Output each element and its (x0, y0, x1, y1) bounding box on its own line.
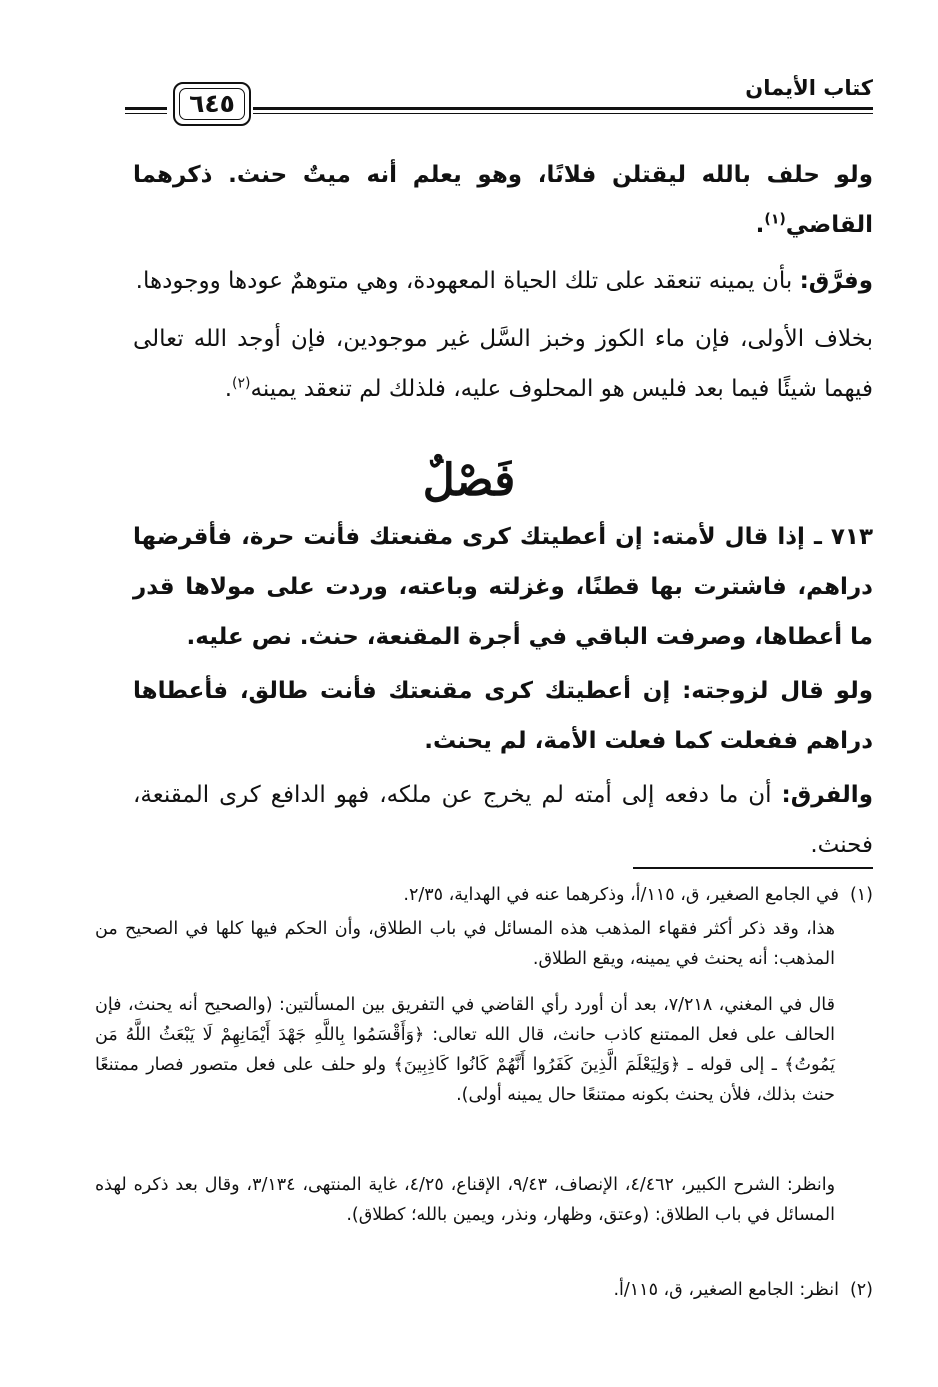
footnote-ref-1: (١) (764, 211, 786, 228)
paragraph-1-end: . (755, 212, 765, 238)
footnote-1-paragraph-3: قال في المغني، ٧/٢١٨، بعد أن أورد رأي القاضي في التفريق بين المسألتين: (والصحيح أنه يحنث، فإن الحالف على فعل الممتنع كاذب حانث، قال الله تعالى: ﴿وَأَقْسَمُوا بِاللَّهِ جَهْدَ أَيْمَانِهِمْ لَا يَبْعَثُ اللَّهُ مَن يَمُوتُ﴾ ـ إلى قوله ـ ﴿وَلِيَعْلَمَ الَّذِينَ كَفَرُوا أَنَّهُمْ كَانُوا كَاذِبِينَ﴾ ولو حلف على فعل متصور فصار ممتنعًا حنث بذلك، فلأن يحنث بكونه ممتنعًا حال يمينه أولى). (95, 995, 835, 1105)
paragraph-2-lead: وفرَّق: (799, 268, 873, 294)
footnote-2-text: انظر: الجامع الصغير، ق، ١١٥/أ. (613, 1280, 839, 1300)
footnote-1-paragraph-4: وانظر: الشرح الكبير، ٤/٤٦٢، الإنصاف، ٩/٤٣، الإقناع، ٤/٢٥، غاية المنتهى، ٣/١٣٤، وقال بعد ذكره لهذه المسائل في باب الطلاق: (وعتق، وظهار، ونذر، ويمين بالله؛ كطلاق). (95, 1175, 836, 1225)
page-header (125, 60, 873, 120)
header-rule-left-thin (125, 113, 167, 114)
paragraph-6-text: أن ما دفعه إلى أمته لم يخرج عن ملكه، فهو الدافع كرى المقنعة، فحنث. (133, 782, 873, 858)
header-rule (253, 107, 873, 110)
page-number: ٦٤٥ (173, 82, 251, 126)
section-heading: فَصْلٌ (422, 455, 516, 506)
paragraph-3-end: . (224, 376, 233, 402)
footnote-ref-2: (٢) (232, 375, 251, 392)
footnote-1-text: في الجامع الصغير، ق، ١١٥/أ، وذكرهما عنه في الهداية، ٢/٣٥. (403, 885, 839, 905)
paragraph-6 (133, 770, 873, 870)
main-text-bottom (133, 512, 873, 870)
main-text-top (133, 150, 873, 414)
paragraph-3 (133, 314, 873, 414)
footnote-1-paragraph-2: هذا، وقد ذكر أكثر فقهاء المذهب هذه المسائل في باب الطلاق، وأن الحكم فيها كلها في الصحيح من المذهب: أنه يحنث في يمينه، ويقع الطلاق. (95, 919, 835, 969)
paragraph-5: ولو قال لزوجته: إن أعطيتك كرى مقنعتك فأنت طالق، فأعطاها دراهم ففعلت كما فعلت الأمة، لم يحنث. (133, 678, 873, 754)
footnote-separator (633, 867, 873, 869)
paragraph-4: ٧١٣ ـ إذا قال لأمته: إن أعطيتك كرى مقنعتك فأنت حرة، فأقرضها دراهم، فاشترت بها قطنًا، وغزلته وباعته، وردت على مولاها قدر ما أعطاها، وصرفت الباقي في أجرة المقنعة، حنث. نص عليه. (133, 524, 873, 650)
paragraph-3-text: بخلاف الأولى، فإن ماء الكوز وخبز السَّل غير موجودين، فإن أوجد الله تعالى فيهما شيئًا فيما بعد فليس هو المحلوف عليه، فلذلك لم تنعقد يمينه (133, 326, 873, 402)
paragraph-6-lead: والفرق: (781, 782, 873, 808)
header-rule-thin (253, 113, 873, 114)
footnote-2 (133, 1275, 873, 1305)
paragraph-1 (133, 150, 873, 250)
paragraph-2-text: بأن يمينه تنعقد على تلك الحياة المعهودة، وهي متوهمٌ عودها ووجودها. (135, 268, 800, 294)
header-rule-left (125, 107, 167, 110)
footnote-1-number: (١) (849, 885, 873, 905)
running-title: كتاب الأيمان (745, 76, 873, 100)
footnote-1 (133, 880, 873, 910)
paragraph-2 (133, 256, 873, 306)
paragraph-1-text: ولو حلف بالله ليقتلن فلانًا، وهو يعلم أنه ميتٌ حنث. ذكرهما القاضي (133, 162, 873, 238)
footnote-2-number: (٢) (849, 1280, 873, 1300)
